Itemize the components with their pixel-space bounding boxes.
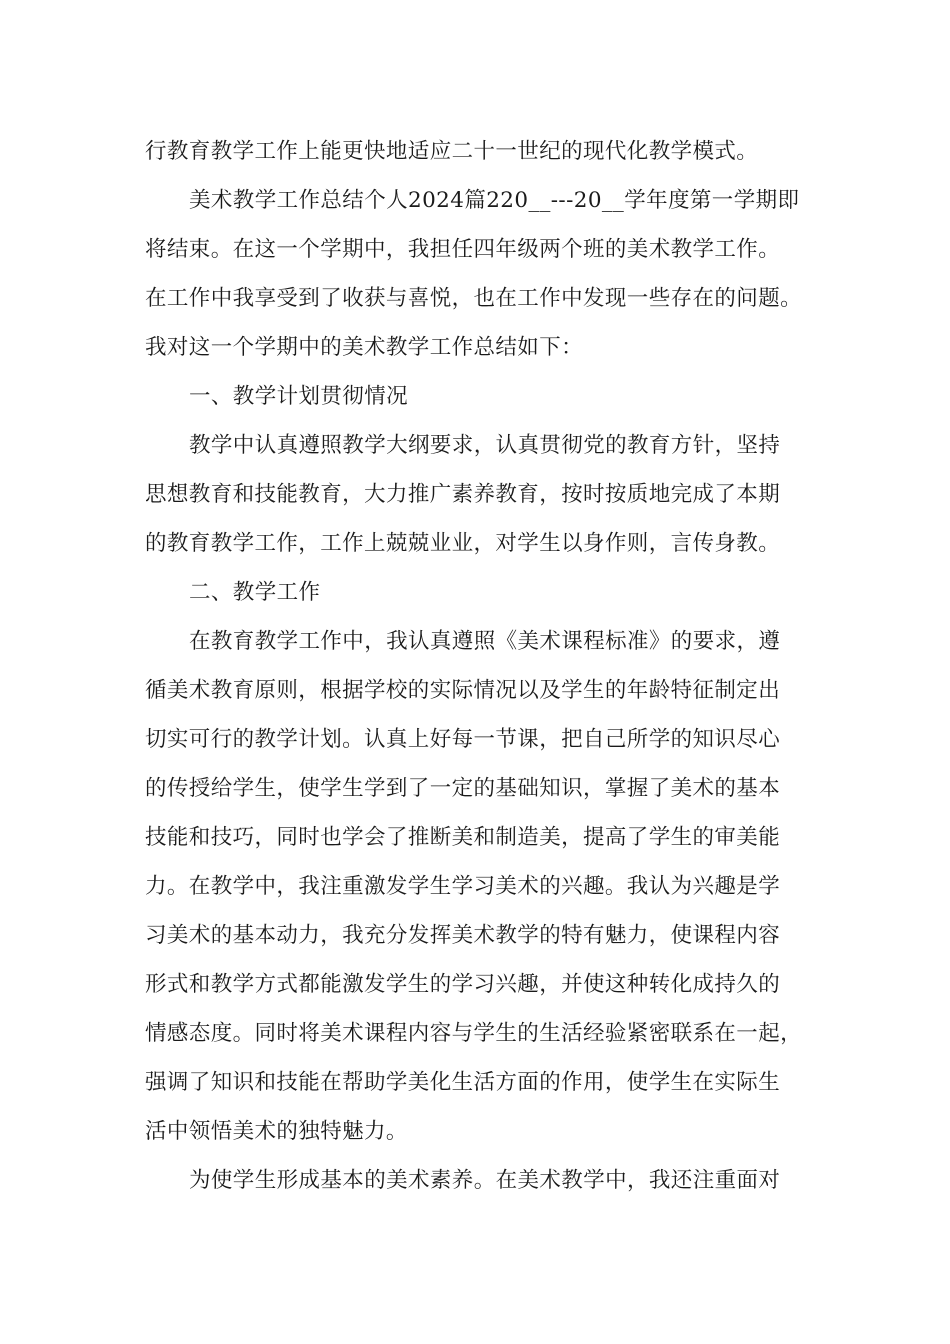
text-line: 强调了知识和技能在帮助学美化生活方面的作用，使学生在实际生 (145, 1070, 781, 1095)
text-line: 教学中认真遵照教学大纲要求，认真贯彻党的教育方针，坚持 (189, 433, 781, 458)
text-line: 的教育教学工作，工作上兢兢业业，对学生以身作则，言传身教。 (145, 531, 781, 556)
document-body (145, 133, 825, 1211)
text-line: 力。在教学中，我注重激发学生学习美术的兴趣。我认为兴趣是学 (145, 874, 781, 899)
text-line: 活中领悟美术的独特魅力。 (145, 1119, 408, 1144)
text-line: 我对这一个学期中的美术教学工作总结如下： (145, 335, 584, 360)
text-line: 在教育教学工作中，我认真遵照《美术课程标准》的要求，遵 (189, 629, 781, 654)
text-line: 形式和教学方式都能激发学生的学习兴趣，并使这种转化成持久的 (145, 972, 781, 997)
text-line: 在工作中我享受到了收获与喜悦，也在工作中发现一些存在的问题。 (145, 286, 803, 311)
text-line: 切实可行的教学计划。认真上好每一节课，把自己所学的知识尽心 (145, 727, 781, 752)
text-line: 行教育教学工作上能更快地适应二十一世纪的现代化教学模式。 (145, 139, 759, 164)
text-line: 习美术的基本动力，我充分发挥美术教学的特有魅力，使课程内容 (145, 923, 781, 948)
text-line: 为使学生形成基本的美术素养。在美术教学中，我还注重面对 (189, 1168, 781, 1193)
section-heading: 二、教学工作 (189, 580, 321, 605)
text-line: 技能和技巧，同时也学会了推断美和制造美，提高了学生的审美能 (145, 825, 781, 850)
text-line: 思想教育和技能教育，大力推广素养教育，按时按质地完成了本期 (145, 482, 781, 507)
text-line: 美术教学工作总结个人2024篇220__---20__学年度第一学期即 (189, 188, 800, 213)
section-heading: 一、教学计划贯彻情况 (189, 384, 409, 409)
text-line: 循美术教育原则，根据学校的实际情况以及学生的年龄特征制定出 (145, 678, 781, 703)
text-line: 情感态度。同时将美术课程内容与学生的生活经验紧密联系在一起， (145, 1021, 803, 1046)
text-line: 将结束。在这一个学期中，我担任四年级两个班的美术教学工作。 (145, 237, 781, 262)
text-line: 的传授给学生，使学生学到了一定的基础知识，掌握了美术的基本 (145, 776, 781, 801)
